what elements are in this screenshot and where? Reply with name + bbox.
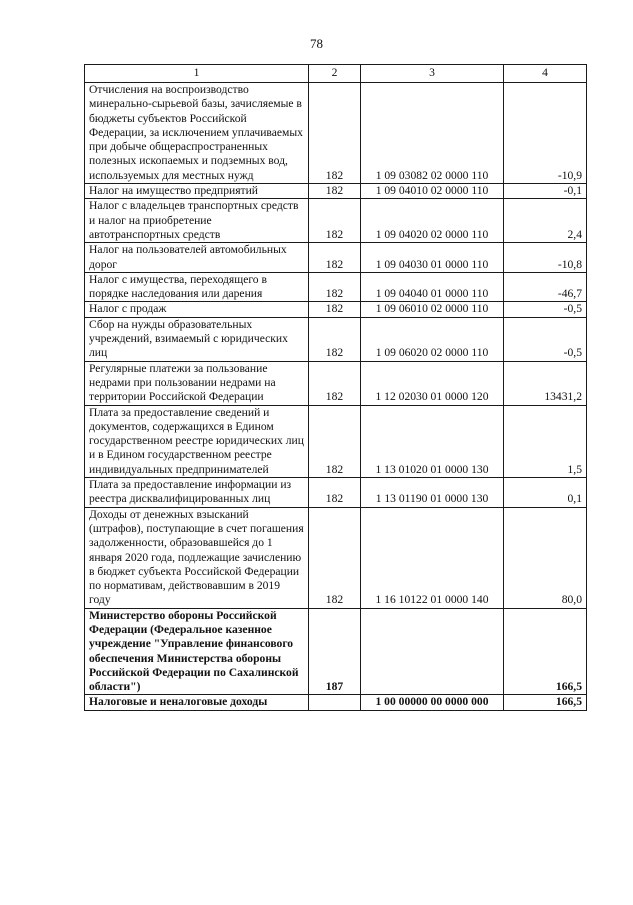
row-name-cell: Сбор на нужды образовательных учреждений, взимаемый с юридических лиц — [85, 317, 309, 361]
column-header-2: 2 — [309, 65, 361, 83]
row-budget-code-cell — [361, 608, 504, 695]
row-budget-code-cell: 1 09 03082 02 0000 110 — [361, 83, 504, 184]
row-budget-code-cell: 1 09 06010 02 0000 110 — [361, 302, 504, 317]
row-name-cell: Плата за предоставление информации из реестра дисквалифицированных лиц — [85, 478, 309, 508]
row-name-cell: Плата за предоставление сведений и документов, содержащихся в Едином государственном реестре юридических лиц и в Едином государственном реестре индивидуальных предпринимателей — [85, 405, 309, 477]
row-amount-cell: 1,5 — [504, 405, 587, 477]
row-amount-cell: -0,5 — [504, 302, 587, 317]
table-row — [85, 272, 587, 302]
row-admin-code-cell: 182 — [309, 478, 361, 508]
row-name-cell: Министерство обороны Российской Федерации (Федеральное казенное учреждение "Управление финансового обеспечения Министерства обороны Российской Федерации по Сахалинской области") — [85, 608, 309, 695]
table-row — [85, 243, 587, 273]
row-budget-code-cell: 1 16 10122 01 0000 140 — [361, 507, 504, 608]
row-admin-code-cell — [309, 695, 361, 710]
row-amount-cell: -46,7 — [504, 272, 587, 302]
column-header-3: 3 — [361, 65, 504, 83]
table-row — [85, 302, 587, 317]
row-amount-cell: 2,4 — [504, 199, 587, 243]
row-budget-code-cell: 1 09 04020 02 0000 110 — [361, 199, 504, 243]
table-row — [85, 317, 587, 361]
row-admin-code-cell: 187 — [309, 608, 361, 695]
table-row — [85, 361, 587, 405]
revenue-table — [84, 64, 587, 711]
row-admin-code-cell: 182 — [309, 199, 361, 243]
row-admin-code-cell: 182 — [309, 405, 361, 477]
row-admin-code-cell: 182 — [309, 317, 361, 361]
row-budget-code-cell: 1 09 06020 02 0000 110 — [361, 317, 504, 361]
row-admin-code-cell: 182 — [309, 361, 361, 405]
row-amount-cell: 80,0 — [504, 507, 587, 608]
column-header-1: 1 — [85, 65, 309, 83]
column-header-4: 4 — [504, 65, 587, 83]
row-name-cell: Налог на пользователей автомобильных дорог — [85, 243, 309, 273]
table-body — [85, 65, 587, 711]
row-admin-code-cell: 182 — [309, 272, 361, 302]
table-row — [85, 478, 587, 508]
row-amount-cell: -10,9 — [504, 83, 587, 184]
row-budget-code-cell: 1 09 04010 02 0000 110 — [361, 184, 504, 199]
page-number: 78 — [310, 36, 323, 51]
row-amount-cell: -0,5 — [504, 317, 587, 361]
row-amount-cell: -0,1 — [504, 184, 587, 199]
row-amount-cell: 166,5 — [504, 695, 587, 710]
table-header-row — [85, 65, 587, 83]
row-budget-code-cell: 1 09 04040 01 0000 110 — [361, 272, 504, 302]
row-admin-code-cell: 182 — [309, 184, 361, 199]
row-name-cell: Налог с продаж — [85, 302, 309, 317]
table-row — [85, 184, 587, 199]
row-name-cell: Доходы от денежных взысканий (штрафов), поступающие в счет погашения задолженности, образовавшейся до 1 января 2020 года, подлежащие зачислению в бюджет субъекта Российской Федерации по нормативам, действовавшим в 2019 году — [85, 507, 309, 608]
row-name-cell: Налоговые и неналоговые доходы — [85, 695, 309, 710]
row-name-cell: Отчисления на воспроизводство минерально-сырьевой базы, зачисляемые в бюджеты субъектов Российской Федерации, за исключением уплачиваемых при добыче общераспространенных полезных ископаемых и подземных вод, используемых для местных нужд — [85, 83, 309, 184]
row-amount-cell: 0,1 — [504, 478, 587, 508]
row-amount-cell: 13431,2 — [504, 361, 587, 405]
table-row — [85, 695, 587, 710]
table-row — [85, 83, 587, 184]
row-amount-cell: -10,8 — [504, 243, 587, 273]
row-admin-code-cell: 182 — [309, 83, 361, 184]
row-admin-code-cell: 182 — [309, 243, 361, 273]
row-admin-code-cell: 182 — [309, 302, 361, 317]
row-amount-cell: 166,5 — [504, 608, 587, 695]
row-budget-code-cell: 1 00 00000 00 0000 000 — [361, 695, 504, 710]
row-admin-code-cell: 182 — [309, 507, 361, 608]
row-name-cell: Налог с имущества, переходящего в порядке наследования или дарения — [85, 272, 309, 302]
table-row — [85, 199, 587, 243]
row-budget-code-cell: 1 13 01190 01 0000 130 — [361, 478, 504, 508]
row-budget-code-cell: 1 13 01020 01 0000 130 — [361, 405, 504, 477]
table-row — [85, 405, 587, 477]
table-row — [85, 507, 587, 608]
row-name-cell: Налог на имущество предприятий — [85, 184, 309, 199]
row-budget-code-cell: 1 12 02030 01 0000 120 — [361, 361, 504, 405]
row-name-cell: Регулярные платежи за пользование недрами при пользовании недрами на территории Российской Федерации — [85, 361, 309, 405]
row-budget-code-cell: 1 09 04030 01 0000 110 — [361, 243, 504, 273]
table-row — [85, 608, 587, 695]
row-name-cell: Налог с владельцев транспортных средств и налог на приобретение автотранспортных средств — [85, 199, 309, 243]
